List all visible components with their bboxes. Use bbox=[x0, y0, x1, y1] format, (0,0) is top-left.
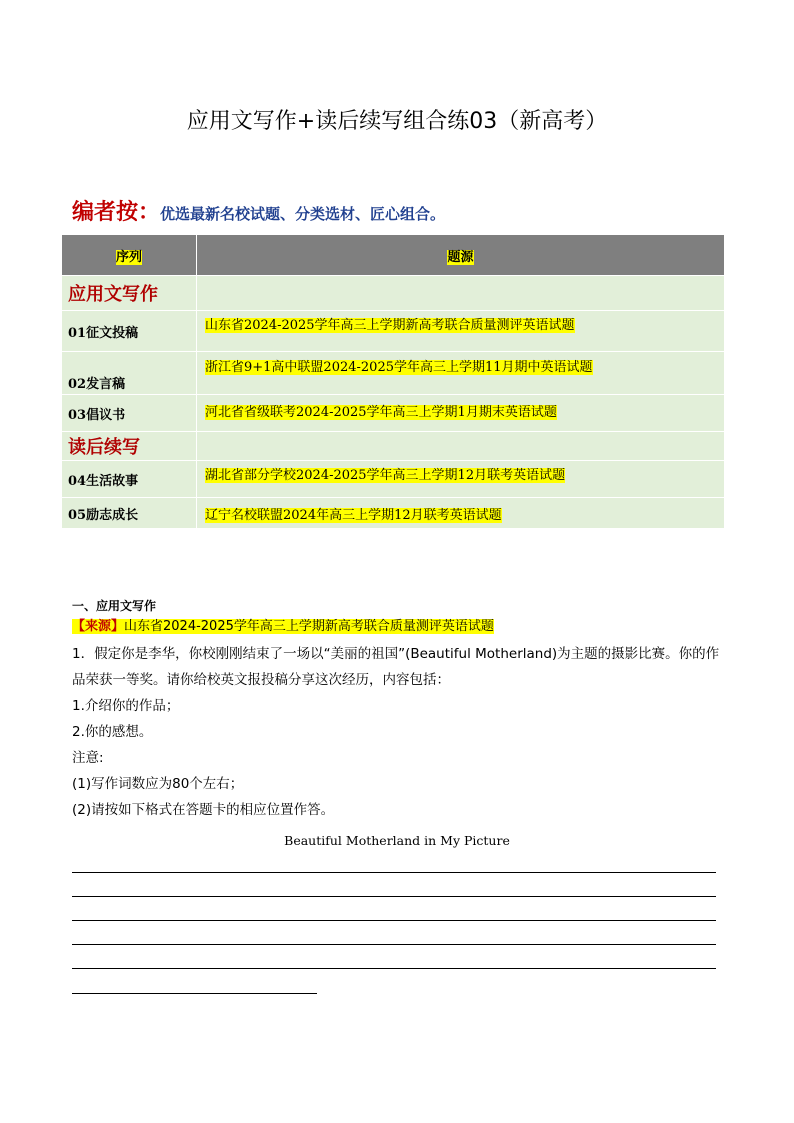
editor-note-text: 优选最新名校试题、分类选材、匠心组合。 bbox=[160, 205, 446, 223]
page-title: 应用文写作+读后续写组合练03（新高考） bbox=[186, 109, 608, 134]
row-source: 辽宁名校联盟2024年高三上学期12月联考英语试题 bbox=[197, 498, 725, 529]
answer-line bbox=[72, 993, 317, 994]
answer-line bbox=[72, 944, 716, 945]
question-point-1: 1.介绍你的作品； bbox=[72, 698, 180, 714]
table-row bbox=[62, 498, 724, 529]
row-source: 河北省省级联考2024-2025学年高三上学期1月期末英语试题 bbox=[197, 395, 725, 432]
essay-title: Beautiful Motherland in My Picture bbox=[284, 833, 510, 848]
answer-line bbox=[72, 896, 716, 897]
row-label: 02发言稿 bbox=[62, 352, 197, 395]
answer-line bbox=[72, 968, 716, 969]
row-label: 01征文投稿 bbox=[62, 311, 197, 352]
header-source: 题源 bbox=[197, 235, 725, 276]
source-table bbox=[62, 235, 724, 528]
section-row-writing bbox=[62, 276, 724, 311]
row-source: 山东省2024-2025学年高三上学期新高考联合质量测评英语试题 bbox=[197, 311, 725, 352]
table-row bbox=[62, 311, 724, 352]
question-note-label: 注意: bbox=[72, 750, 104, 766]
part1-section-label: 一、应用文写作 bbox=[72, 599, 157, 613]
question-note-1: (1)写作词数应为80个左右； bbox=[72, 776, 244, 792]
table-row bbox=[62, 395, 724, 432]
answer-line bbox=[72, 920, 716, 921]
section-row-continuation bbox=[62, 432, 724, 461]
question-note-2: (2)请按如下格式在答题卡的相应位置作答。 bbox=[72, 802, 335, 818]
editor-note bbox=[72, 195, 445, 226]
row-label: 05励志成长 bbox=[62, 498, 197, 529]
question-point-2: 2.你的感想。 bbox=[72, 724, 153, 740]
editor-note-label: 编者按： bbox=[72, 200, 161, 225]
table-row bbox=[62, 352, 724, 395]
source-text: 山东省2024-2025学年高三上学期新高考联合质量测评英语试题 bbox=[124, 619, 494, 634]
question-prompt: 1．假定你是李华，你校刚刚结束了一场以“美丽的祖国”(Beautiful Motherland)为主题的摄影比赛。你的作品荣获一等奖。请你给校英文报投稿分享这次经历，内容包括： bbox=[72, 646, 720, 688]
answer-line bbox=[72, 872, 716, 873]
part1-source-line bbox=[72, 615, 724, 634]
row-label: 03倡议书 bbox=[62, 395, 197, 432]
row-source: 湖北省部分学校2024-2025学年高三上学期12月联考英语试题 bbox=[197, 461, 725, 498]
question-text bbox=[72, 641, 724, 823]
section-head-writing: 应用文写作 bbox=[62, 276, 197, 311]
table-header-row bbox=[62, 235, 724, 276]
section-head-continuation: 读后续写 bbox=[62, 432, 197, 461]
header-sequence: 序列 bbox=[62, 235, 197, 276]
source-bracket: 【来源】 bbox=[72, 619, 125, 634]
table-row bbox=[62, 461, 724, 498]
row-source: 浙江省9+1高中联盟2024-2025学年高三上学期11月期中英语试题 bbox=[197, 352, 725, 395]
row-label: 04生活故事 bbox=[62, 461, 197, 498]
